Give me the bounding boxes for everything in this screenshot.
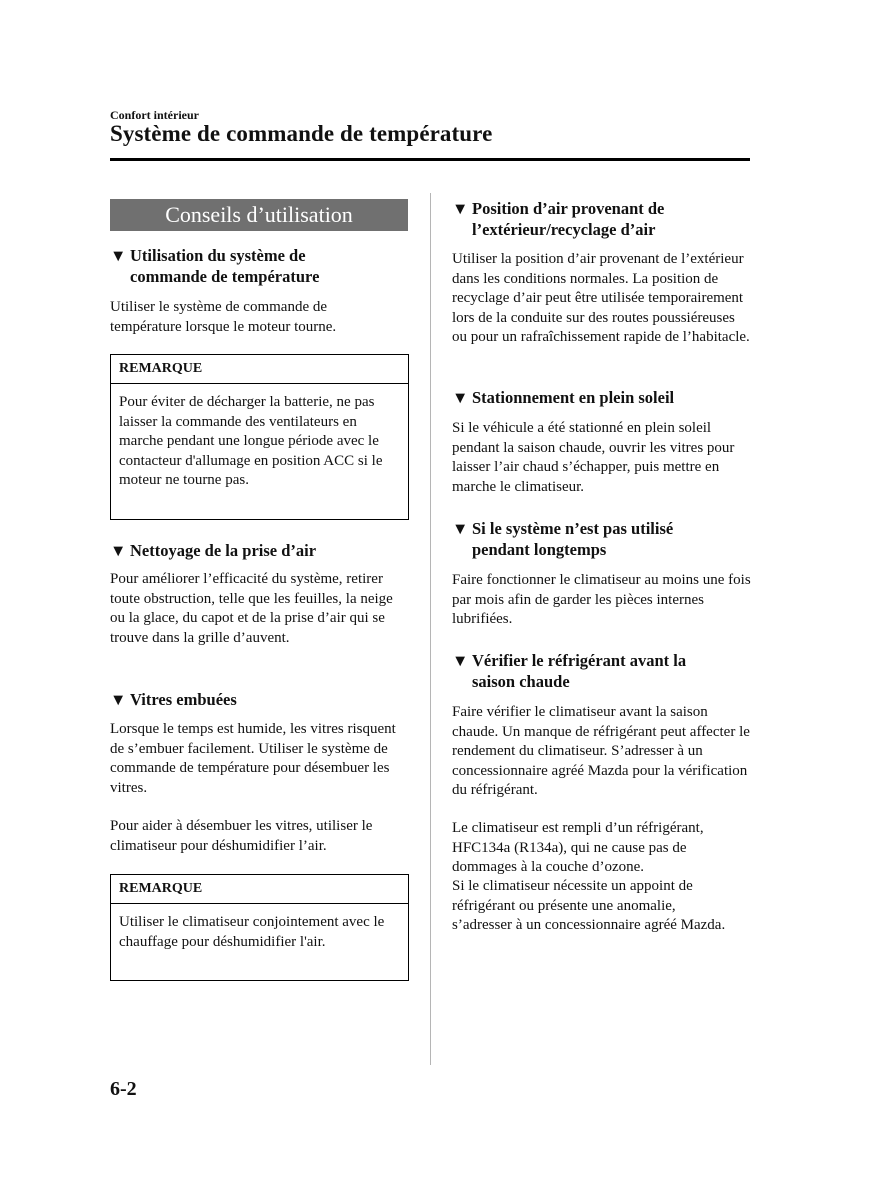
section-banner: Conseils d’utilisation	[110, 199, 408, 231]
heading-refrigerant-check	[452, 650, 686, 692]
triangle-icon: ▼	[110, 246, 127, 265]
section-label: Confort intérieur	[110, 108, 199, 122]
note-text: Pour éviter de décharger la batterie, ne pas laisser la commande des ventilateurs en marche pendant une longue période avec le contacteur d'allumage en position ACC si le moteur ne tourne pas.	[119, 394, 383, 488]
heading-line: l’extérieur/recyclage d’air	[472, 220, 656, 239]
heading-line: Stationnement en plein soleil	[472, 388, 675, 407]
triangle-icon: ▼	[452, 388, 469, 407]
heading-sun-parking	[452, 387, 674, 408]
heading-line: Si le système n’est pas utilisé	[472, 519, 674, 538]
paragraph: Pour aider à désembuer les vitres, utiliser le climatiseur pour déshumidifier l’air.	[110, 818, 373, 854]
heading-fogged-windows	[110, 689, 237, 710]
heading-line: Nettoyage de la prise d’air	[130, 541, 317, 560]
title-rule	[110, 158, 750, 161]
note-box	[110, 354, 409, 520]
paragraph: Si le climatiseur nécessite un appoint de réfrigérant ou présente une anomalie, s’adresser à un concessionnaire agréé Mazda.	[452, 878, 726, 933]
paragraph: Pour améliorer l’efficacité du système, retirer toute obstruction, telle que les feuilles, la neige ou la glace, du capot et de la prise d’air qui se trouve dans la grille d’auvent.	[110, 571, 393, 646]
triangle-icon: ▼	[452, 519, 469, 538]
triangle-icon: ▼	[452, 651, 469, 670]
heading-line: Utilisation du système de	[130, 246, 306, 265]
note-box	[110, 874, 409, 981]
paragraph: Le climatiseur est rempli d’un réfrigérant, HFC134a (R134a), qui ne cause pas de dommages à la couche d’ozone.	[452, 820, 704, 875]
page-number: 6-2	[110, 1078, 137, 1100]
heading-long-unused	[452, 518, 673, 560]
paragraph: Faire vérifier le climatiseur avant la saison chaude. Un manque de réfrigérant peut affecter le rendement du climatiseur. S’adresser à un concessionnaire agréé Mazda pour la vérification du réfrigérant.	[452, 704, 750, 798]
triangle-icon: ▼	[110, 690, 127, 709]
paragraph: Lorsque le temps est humide, les vitres risquent de s’embuer facilement. Utiliser le système de commande de température pour désembuer les vitres.	[110, 721, 396, 796]
heading-line: commande de température	[130, 267, 320, 286]
heading-usage-system	[110, 245, 319, 287]
paragraph: Utiliser la position d’air provenant de l’extérieur dans les conditions normales. La position de recyclage d’air peut être utilisée temporairement lors de la conduite sur des routes poussiéreuses ou pour un rafraîchissement rapide de l’habitacle.	[452, 251, 750, 345]
paragraph: Faire fonctionner le climatiseur au moins une fois par mois afin de garder les pièces internes lubrifiées.	[452, 572, 751, 627]
page-title: Système de commande de température	[110, 121, 493, 146]
heading-line: saison chaude	[472, 672, 570, 691]
triangle-icon: ▼	[110, 541, 127, 560]
paragraph: Si le véhicule a été stationné en plein soleil pendant la saison chaude, ouvrir les vitres pour laisser l’air chaud s’échapper, puis mettre en marche le climatiseur.	[452, 420, 735, 495]
note-text: Utiliser le climatiseur conjointement avec le chauffage pour déshumidifier l'air.	[119, 914, 385, 950]
paragraph: Utiliser le système de commande de température lorsque le moteur tourne.	[110, 299, 337, 335]
heading-line: Position d’air provenant de	[472, 199, 665, 218]
heading-line: pendant longtemps	[472, 540, 607, 559]
heading-air-position	[452, 198, 664, 240]
note-label: REMARQUE	[111, 875, 408, 904]
heading-line: Vitres embuées	[130, 690, 237, 709]
heading-air-intake-cleaning	[110, 540, 316, 561]
column-divider	[430, 193, 431, 1065]
triangle-icon: ▼	[452, 199, 469, 218]
heading-line: Vérifier le réfrigérant avant la	[472, 651, 687, 670]
note-label: REMARQUE	[111, 355, 408, 384]
